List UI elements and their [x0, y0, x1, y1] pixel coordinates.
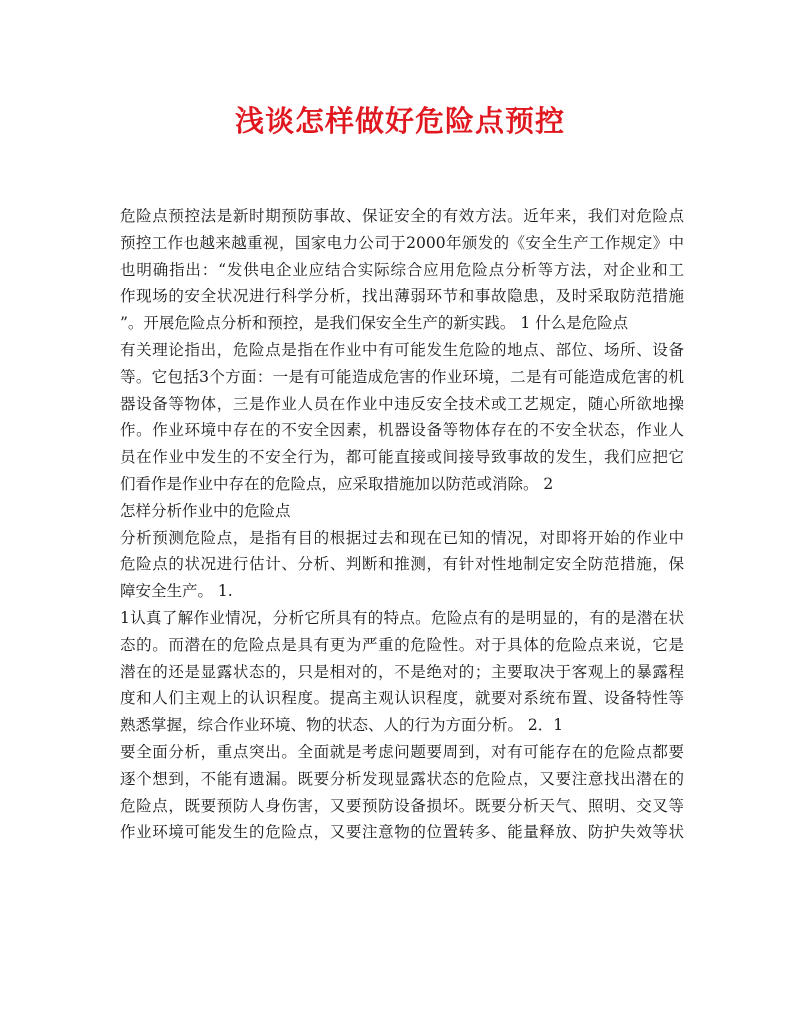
body-line: 分析预测危险点，是指有目的根据过去和现在已知的情况，对即将开始的作业中 [120, 528, 684, 547]
body-line: 作。作业环境中存在的不安全因素，机器设备等物体存在的不安全状态，作业人 [120, 421, 684, 440]
body-line: 也明确指出：“发供电企业应结合实际综合应用危险点分析等方法，对企业和工 [120, 260, 684, 279]
body-line: 怎样分析作业中的危险点 [120, 501, 291, 520]
body-line: 们看作是作业中存在的危险点，应采取措施加以防范或消除。 2 [120, 474, 554, 493]
body-line: 作业环境可能发生的危险点，又要注意物的位置转多、能量释放、防护失效等状 [120, 823, 684, 842]
body-line: 态的。而潜在的危险点是具有更为严重的危险性。对于具体的危险点来说，它是 [120, 635, 684, 654]
body-line: 逐个想到，不能有遗漏。既要分析发现显露状态的危险点，又要注意找出潜在的 [120, 769, 684, 788]
body-line: 有关理论指出，危险点是指在作业中有可能发生危险的地点、部位、场所、设备 [120, 340, 684, 359]
document-title: 浅谈怎样做好危险点预控 [234, 104, 565, 138]
body-line: 器设备等物体，三是作业人员在作业中违反安全技术或工艺规定，随心所欲地操 [120, 394, 684, 413]
document-body [120, 203, 684, 846]
body-line: 员在作业中发生的不安全行为，都可能直接或间接导致事故的发生，我们应把它 [120, 448, 684, 467]
body-line: 熟悉掌握，综合作业环境、物的状态、人的行为方面分析。 2．1 [120, 716, 564, 735]
body-line: 度和人们主观上的认识程度。提高主观认识程度，就要对系统布置、设备特性等 [120, 689, 684, 708]
body-line: 1认真了解作业情况，分析它所具有的特点。危险点有的是明显的，有的是潜在状 [120, 608, 684, 627]
body-line: 等。它包括3个方面：一是有可能造成危害的作业环境，二是有可能造成危害的机 [120, 367, 684, 386]
body-line: 作现场的安全状况进行科学分析，找出薄弱环节和事故隐患，及时采取防范措施 [120, 287, 684, 306]
body-line: 障安全生产。 1. [120, 582, 233, 601]
body-line: 危险点预控法是新时期预防事故、保证安全的有效方法。近年来，我们对危险点 [120, 207, 684, 225]
body-line: ”。开展危险点分析和预控，是我们保安全生产的新实践。 1 什么是危险点 [120, 314, 629, 333]
body-line: 预控工作也越来越重视，国家电力公司于2000年颁发的《安全生产工作规定》中 [120, 233, 684, 252]
body-line: 要全面分析，重点突出。全面就是考虑问题要周到，对有可能存在的危险点都要 [120, 742, 684, 761]
body-line: 危险点，既要预防人身伤害，又要预防设备损坏。既要分析天气、照明、交叉等 [120, 796, 684, 815]
body-line: 危险点的状况进行估计、分析、判断和推测，有针对性地制定安全防范措施，保 [120, 555, 684, 574]
body-line: 潜在的还是显露状态的，只是相对的，不是绝对的；主要取决于客观上的暴露程 [120, 662, 684, 681]
